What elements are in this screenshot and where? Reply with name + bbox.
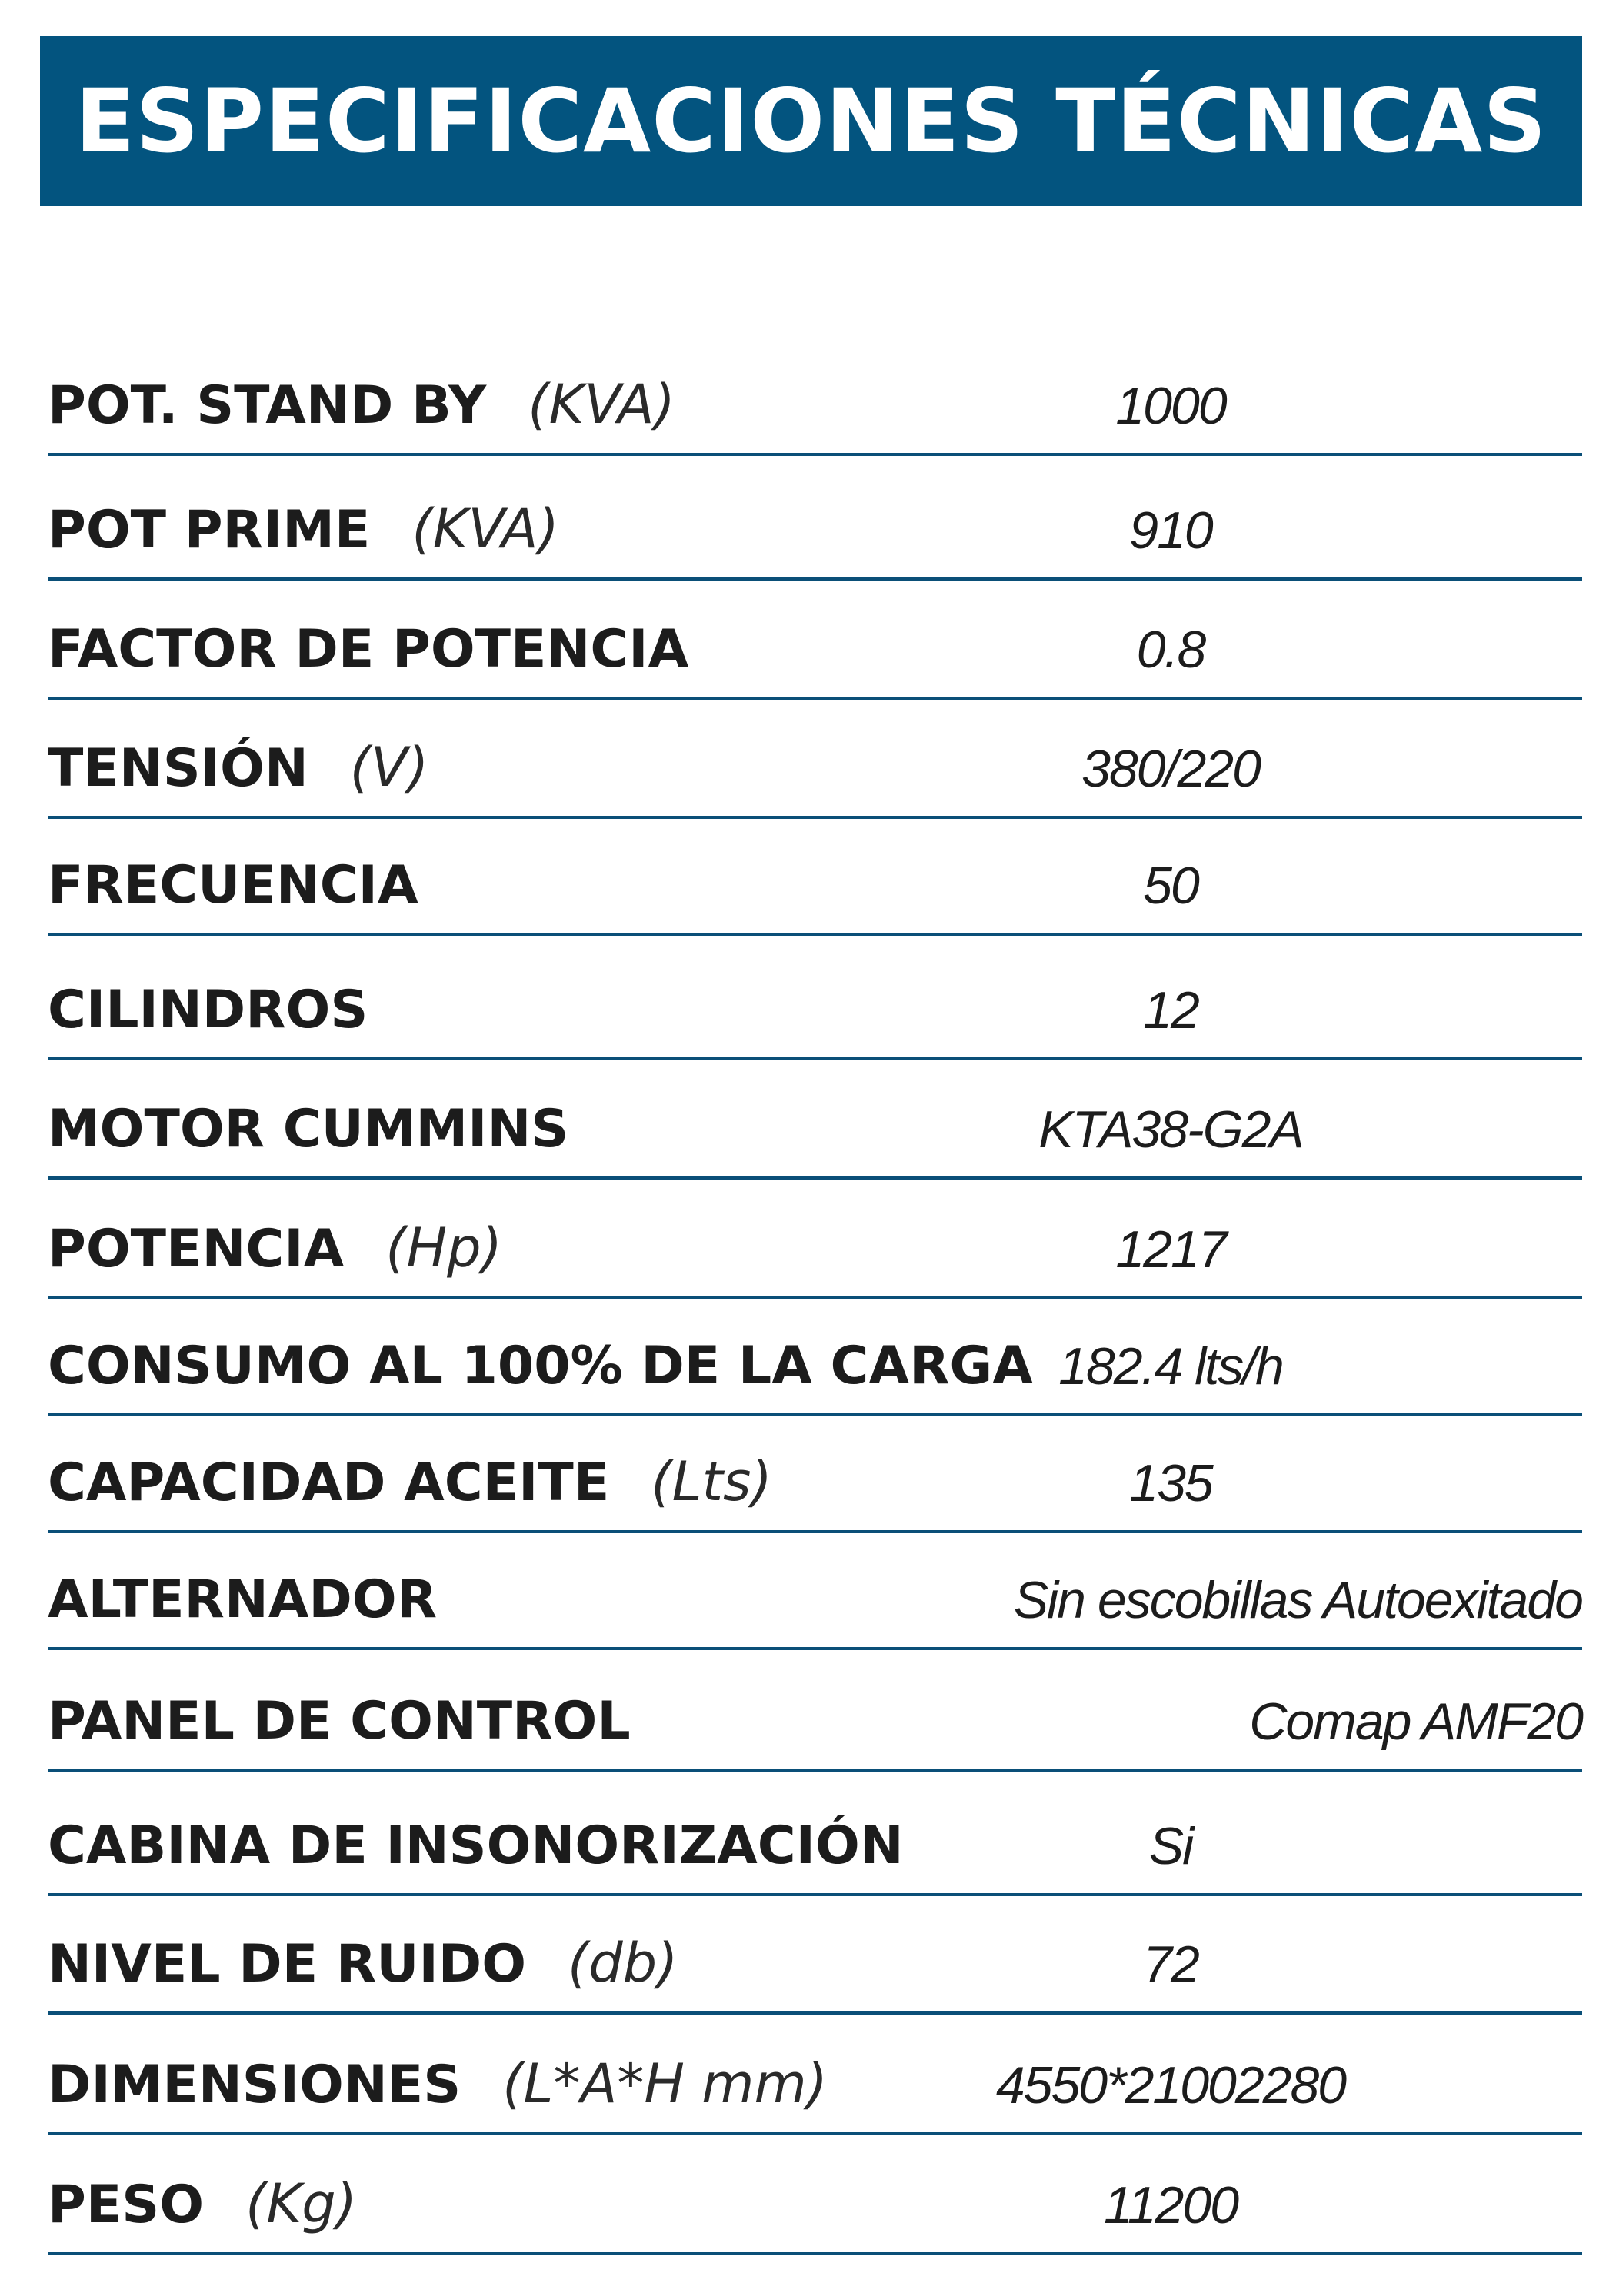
spec-value: Si <box>1148 1817 1193 1875</box>
spec-value: 11200 <box>1103 2176 1238 2234</box>
spec-value: 380/220 <box>1081 740 1260 798</box>
spec-label-text: CABINA DE INSONORIZACIÓN <box>48 1815 904 1876</box>
spec-label-text: PANEL DE CONTROL <box>48 1691 631 1752</box>
spec-value: 0.8 <box>1136 621 1205 679</box>
spec-value: 1217 <box>1115 1220 1226 1279</box>
row-divider <box>48 2252 1582 2255</box>
spec-label-text: POT PRIME <box>48 500 371 561</box>
spec-label <box>48 1932 678 1995</box>
spec-row-dimensions <box>48 2015 1582 2135</box>
spec-label <box>48 1216 502 1279</box>
spec-label-text: DIMENSIONES <box>48 2055 461 2115</box>
spec-label <box>48 855 418 916</box>
spec-label-text: TENSIÓN <box>48 738 308 799</box>
spec-value: Comap AMF20 <box>1249 1692 1582 1751</box>
spec-row-stand-by <box>48 350 1582 456</box>
spec-label-text: FACTOR DE POTENCIA <box>48 619 689 680</box>
spec-label <box>48 980 368 1040</box>
spec-label <box>48 1569 437 1630</box>
spec-label <box>48 1691 631 1752</box>
spec-row-cylinders <box>48 936 1582 1060</box>
spec-value: Sin escobillas Autoexitado <box>1013 1571 1582 1629</box>
spec-unit: (KVA) <box>528 373 675 436</box>
spec-row-weight <box>48 2135 1582 2255</box>
spec-row-soundproof-cabin <box>48 1772 1582 1896</box>
spec-row-control-panel <box>48 1650 1582 1772</box>
spec-label <box>48 2052 828 2115</box>
spec-label <box>48 1336 1033 1396</box>
spec-unit: (V) <box>349 736 429 799</box>
spec-label <box>48 736 428 799</box>
spec-row-engine <box>48 1060 1582 1180</box>
spec-label <box>48 2172 357 2235</box>
spec-row-power-factor <box>48 581 1582 700</box>
spec-row-noise-level <box>48 1896 1582 2015</box>
spec-row-frequency <box>48 819 1582 936</box>
spec-row-consumption <box>48 1299 1582 1416</box>
spec-unit: (Lts) <box>651 1450 772 1513</box>
spec-value: 910 <box>1129 501 1212 560</box>
spec-label <box>48 619 688 680</box>
spec-value: 135 <box>1129 1454 1212 1512</box>
spec-label-text: CONSUMO AL 100% DE LA CARGA <box>48 1336 1033 1396</box>
spec-row-power-hp <box>48 1180 1582 1299</box>
spec-unit: (db) <box>568 1932 678 1995</box>
spec-label <box>48 1450 772 1513</box>
spec-label-text: PESO <box>48 2175 205 2235</box>
spec-label-text: CILINDROS <box>48 980 368 1040</box>
spec-row-alternator <box>48 1533 1582 1650</box>
spec-label-text: CAPACIDAD ACEITE <box>48 1452 610 1513</box>
spec-unit: (Hp) <box>385 1216 502 1279</box>
spec-label <box>48 373 675 436</box>
spec-unit: (L*A*H mm) <box>502 2052 828 2115</box>
spec-label <box>48 1815 904 1876</box>
spec-value: 1000 <box>1115 377 1226 435</box>
spec-label-text: POTENCIA <box>48 1219 345 1279</box>
spec-label <box>48 1099 568 1160</box>
spec-label-text: ALTERNADOR <box>48 1569 438 1630</box>
spec-row-oil-capacity <box>48 1416 1582 1533</box>
page-title: ESPECIFICACIONES TÉCNICAS <box>75 70 1548 172</box>
spec-value: KTA38-G2A <box>1038 1100 1303 1159</box>
spec-value: 50 <box>1143 857 1198 915</box>
spec-value: 12 <box>1143 981 1198 1040</box>
spec-row-prime <box>48 456 1582 581</box>
spec-label <box>48 497 559 561</box>
spec-unit: (Kg) <box>245 2172 358 2235</box>
spec-label-text: MOTOR CUMMINS <box>48 1099 569 1160</box>
spec-label-text: POT. STAND BY <box>48 375 487 436</box>
spec-value: 182.4 lts/h <box>1058 1337 1283 1396</box>
spec-label-text: NIVEL DE RUIDO <box>48 1934 526 1995</box>
spec-value: 4550*21002280 <box>995 2056 1346 2115</box>
spec-row-voltage <box>48 700 1582 819</box>
spec-label-text: FRECUENCIA <box>48 855 418 916</box>
spec-value: 72 <box>1143 1935 1198 1994</box>
spec-unit: (KVA) <box>411 497 559 561</box>
